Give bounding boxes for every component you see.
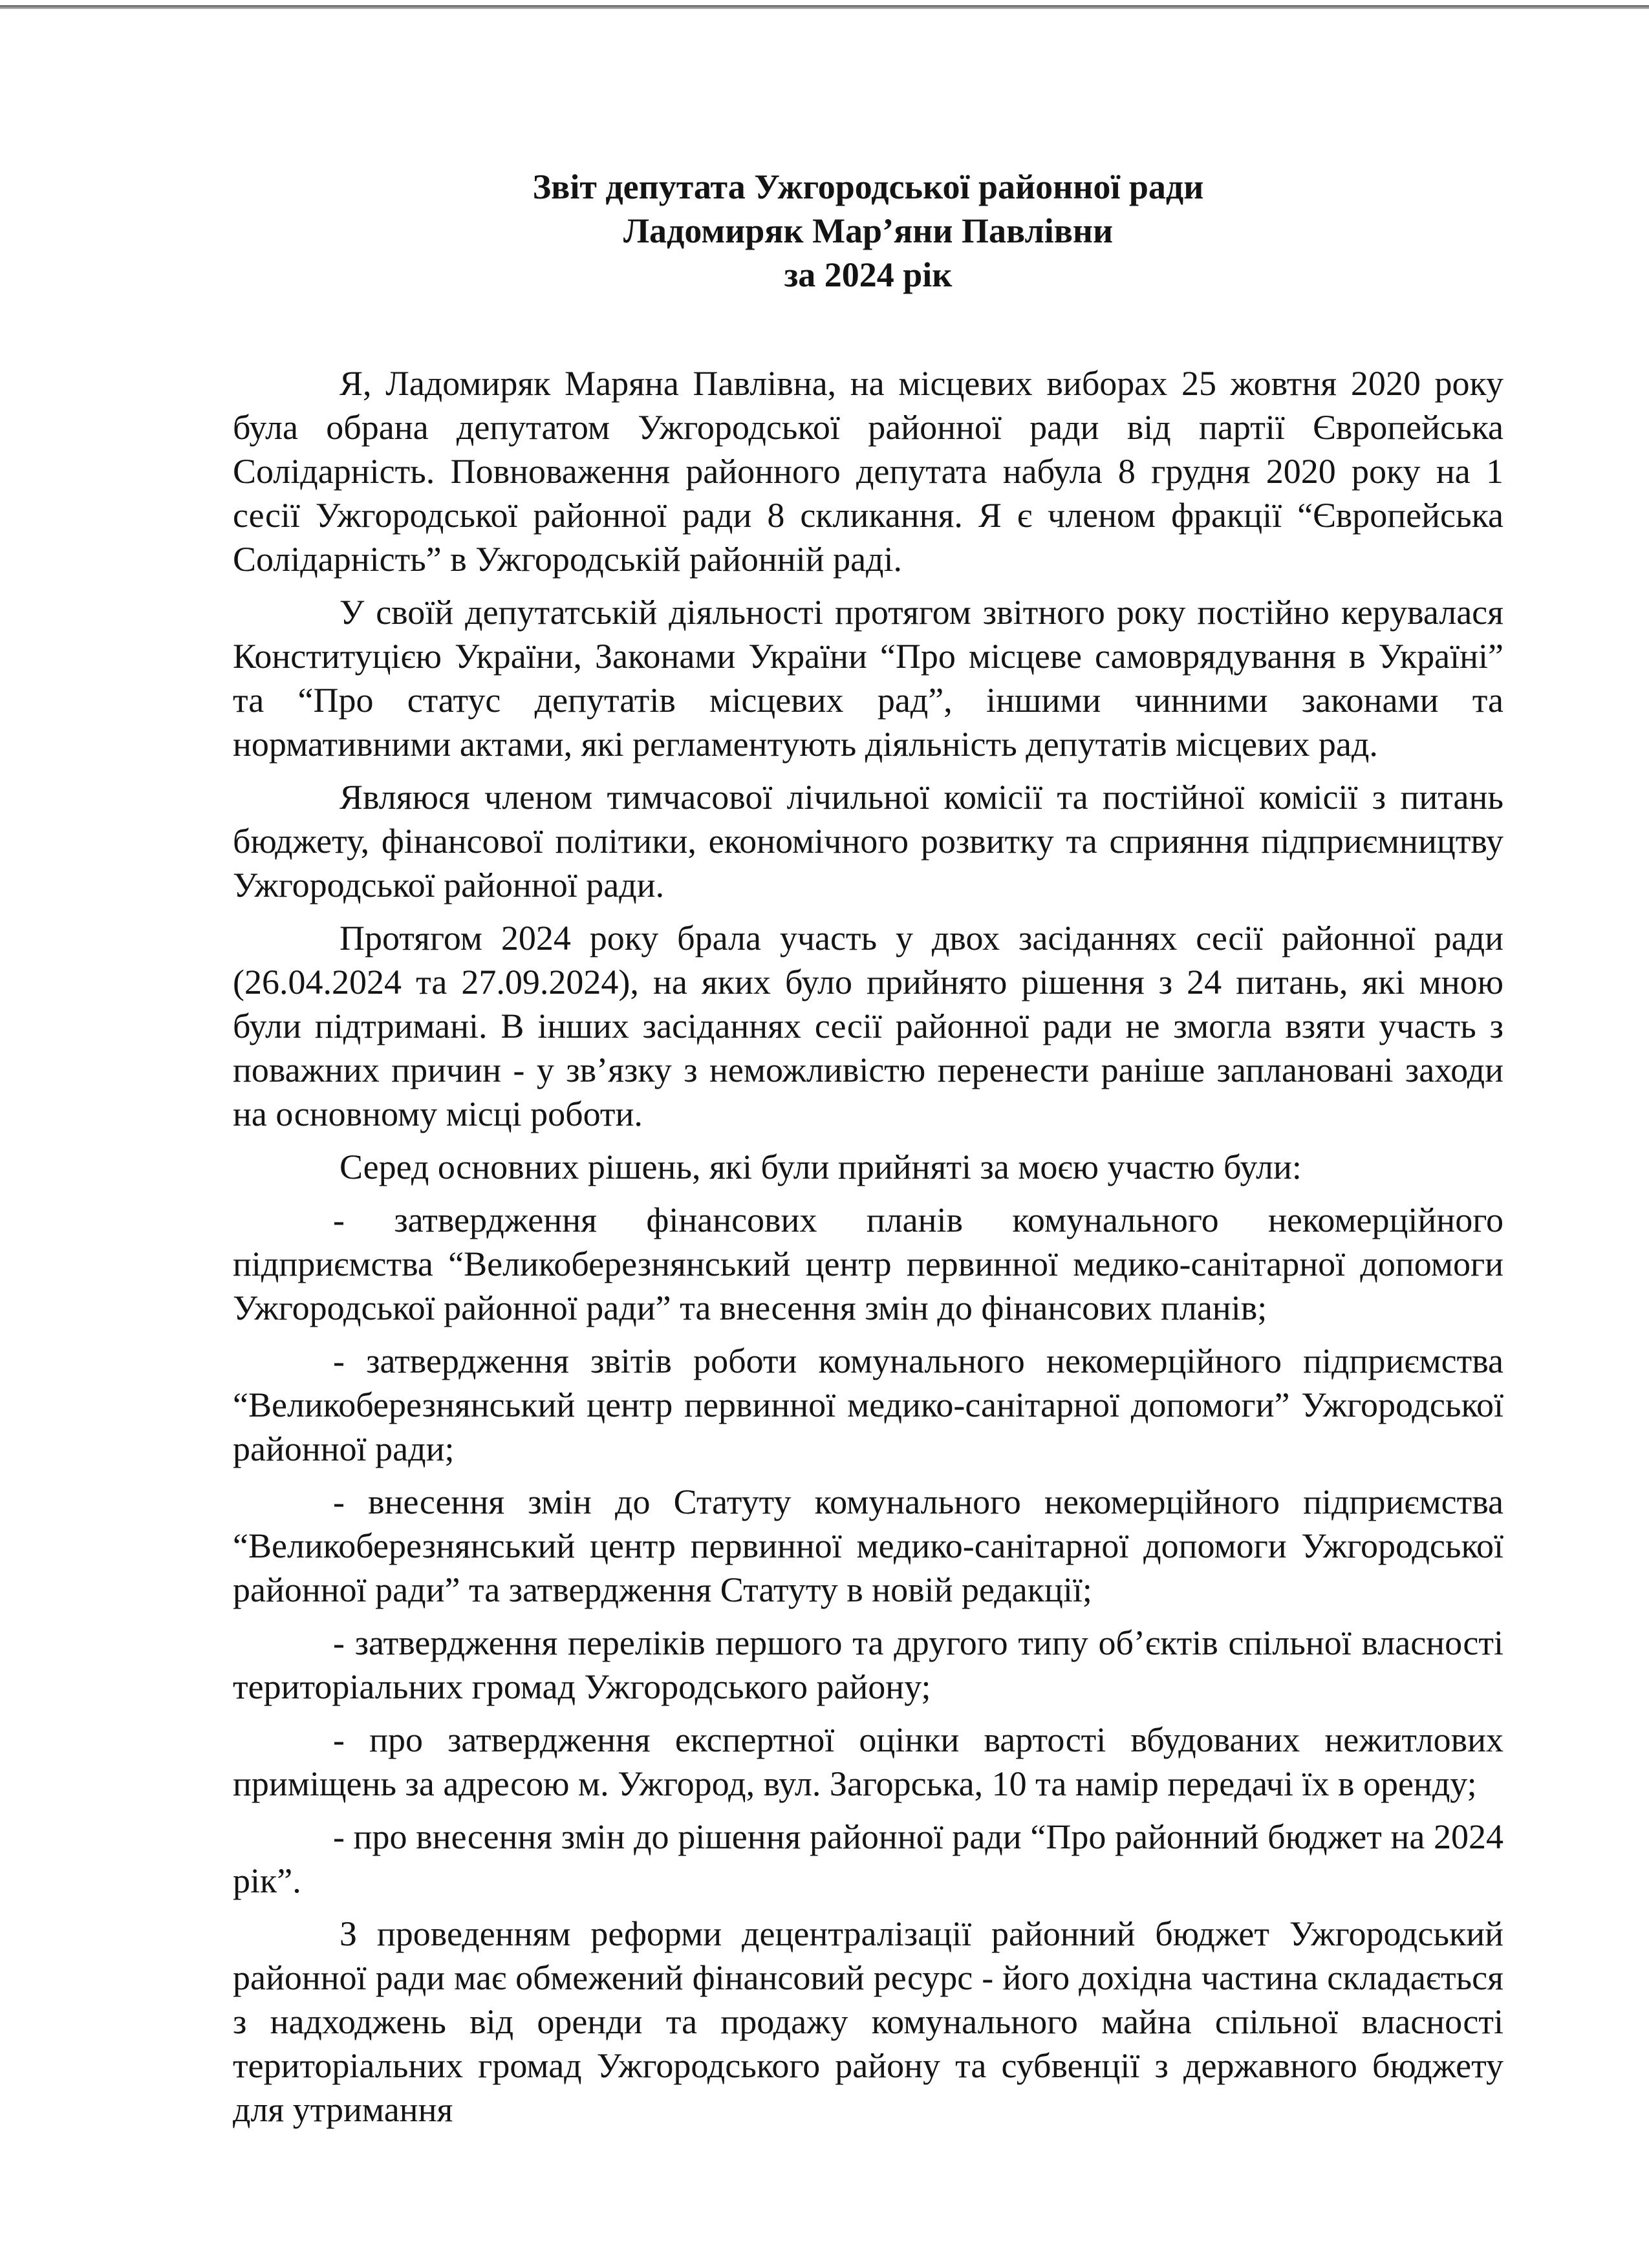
- report-title: [233, 165, 1503, 297]
- scan-edge-line: [0, 5, 1649, 9]
- decision-item: - затвердження звітів роботи комунального некомерційного підприємства “Великоберезнянський центр первинної медико-санітарної допомоги” Ужгородської районної ради;: [233, 1342, 1503, 1468]
- title-line: Ладомиряк Мар’яни Павлівни: [623, 211, 1114, 250]
- title-line: за 2024 рік: [784, 255, 953, 294]
- paragraph-decisions-intro: Серед основних рішень, які були прийняті за моєю участю були:: [339, 1148, 1302, 1186]
- decision-item: - про внесення змін до рішення районної ради “Про районний бюджет на 2024 рік”.: [233, 1817, 1503, 1900]
- decision-item: - внесення змін до Статуту комунального некомерційного підприємства “Великоберезнянський центр первинної медико-санітарної допомоги Ужгородської районної ради” та затвердження Статуту в новій редакції;: [233, 1482, 1503, 1609]
- decision-item: - про затвердження експертної оцінки вартості вбудованих нежитлових приміщень за адресою м. Ужгород, вул. Загорська, 10 та намір передачі їх в оренду;: [233, 1720, 1503, 1803]
- decision-item: - затвердження переліків першого та другого типу об’єктів спільної власності територіальних громад Ужгородського району;: [233, 1623, 1503, 1706]
- paragraph-sessions: Протягом 2024 року брала участь у двох засіданнях сесії районної ради (26.04.2024 та 27.09.2024), на яких було прийнято рішення з 24 питань, які мною були підтримані. В інших засіданнях сесії районної ради не змогла взяти участь з поважних причин - у зв’язку з неможливістю перенести раніше заплановані заходи на основному місці роботи.: [233, 919, 1503, 1133]
- decision-item: - затвердження фінансових планів комунального некомерційного підприємства “Великоберезнянський центр первинної медико-санітарної допомоги Ужгородської районної ради” та внесення змін до фінансових планів;: [233, 1201, 1503, 1327]
- paragraph-election: Я, Ладомиряк Маряна Павлівна, на місцевих виборах 25 жовтня 2020 року була обрана депутатом Ужгородської районної ради від партії Європейська Солідарність. Повноваження районного депутата набула 8 грудня 2020 року на 1 сесії Ужгородської районної ради 8 скликання. Я є членом фракції “Європейська Солідарність” в Ужгородській районній раді.: [233, 364, 1503, 579]
- paragraph-legal-basis: У своїй депутатській діяльності протягом звітного року постійно керувалася Конституцією України, Законами України “Про місцеве самоврядування в Україні” та “Про статус депутатів місцевих рад”, іншими чинними законами та нормативними актами, які регламентують діяльність депутатів місцевих рад.: [233, 593, 1503, 764]
- title-line: Звіт депутата Ужгородської районної ради: [532, 167, 1204, 206]
- paragraph-commissions: Являюся членом тимчасової лічильної комісії та постійної комісії з питань бюджету, фінансової політики, економічного розвитку та сприяння підприємництву Ужгородської районної ради.: [233, 778, 1503, 904]
- paragraph-budget: З проведенням реформи децентралізації районний бюджет Ужгородський районної ради має обмежений фінансовий ресурс - його дохідна частина складається з надходжень від оренди та продажу комунального майна спільної власності територіальних громад Ужгородського району та субвенції з державного бюджету для утримання: [233, 1914, 1503, 2129]
- report-page: [233, 165, 1503, 2141]
